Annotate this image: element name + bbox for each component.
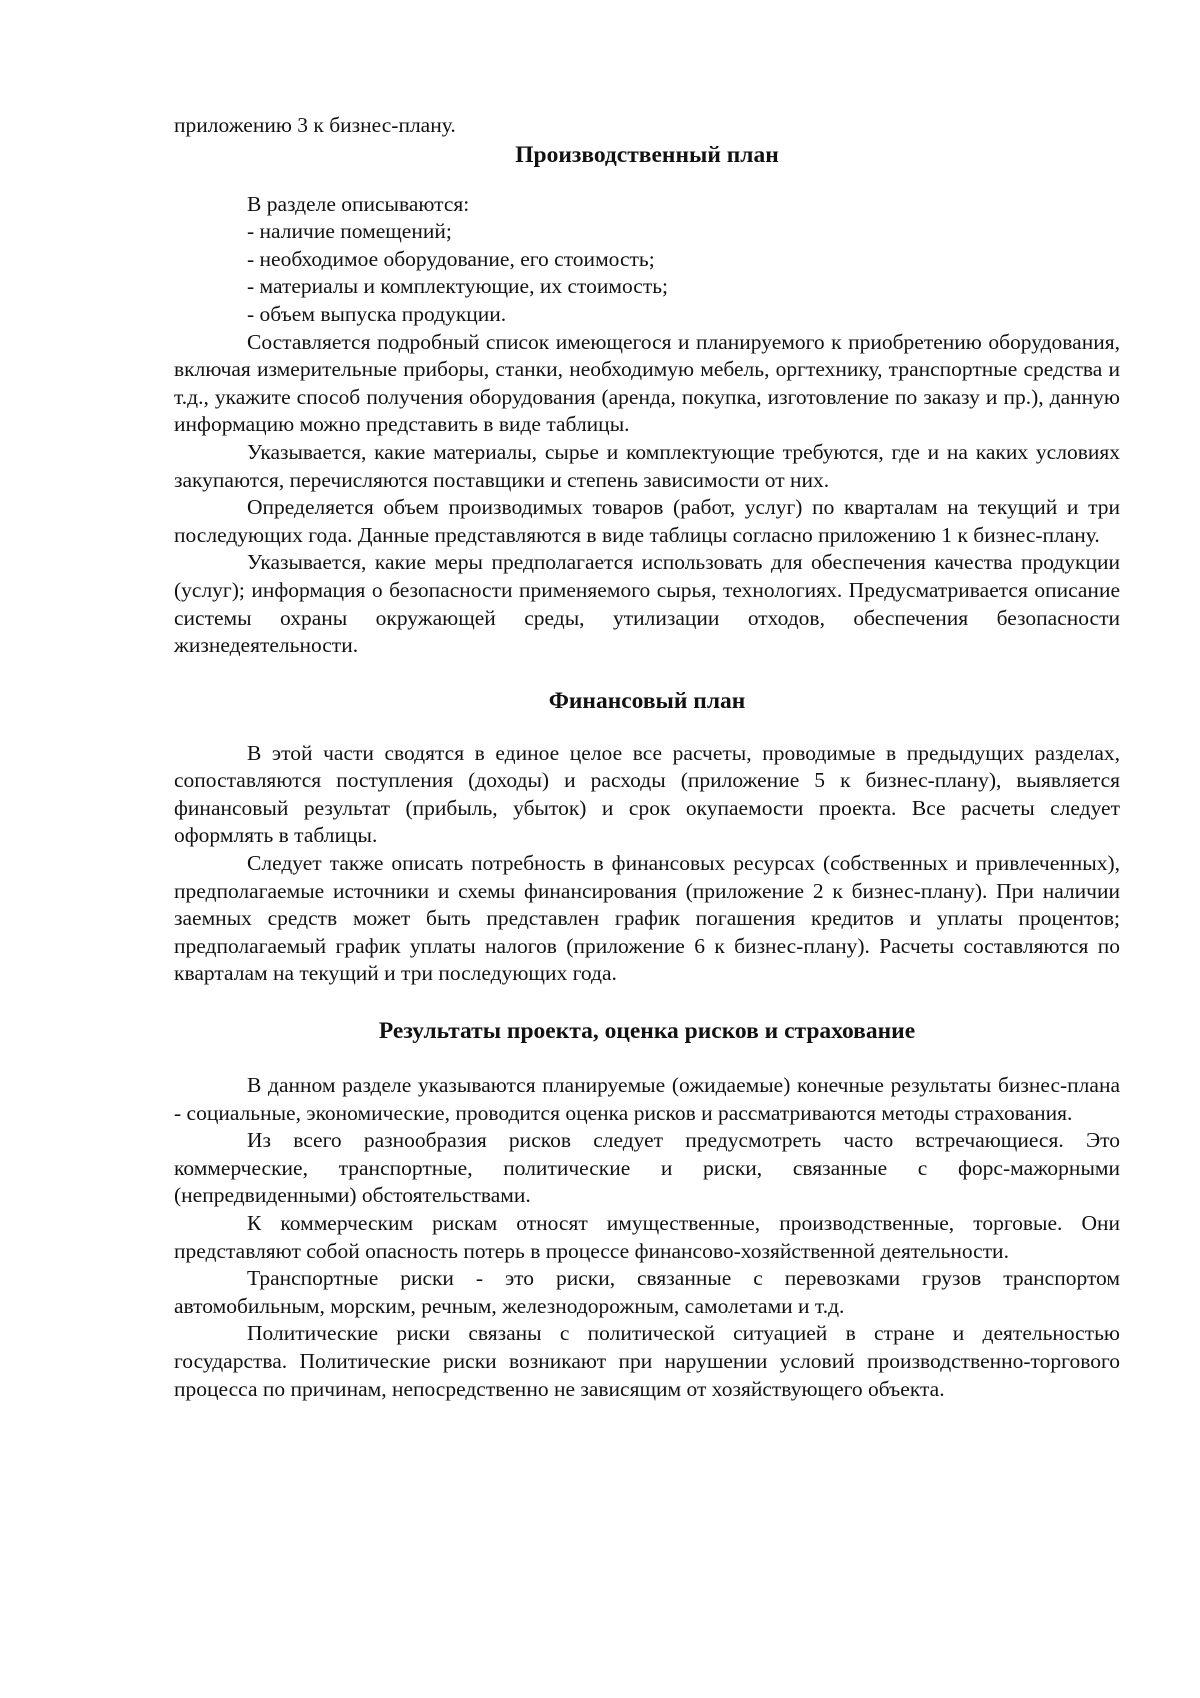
- section-intro: В разделе описываются:: [247, 191, 470, 216]
- paragraph: К коммерческим рискам относят имущественные, производственные, торговые. Они представляют собой опасность потерь в процессе финансово-хозяйственной деятельности.: [174, 1211, 1120, 1263]
- paragraph: Из всего разнообразия рисков следует предусмотреть часто встречающиеся. Это коммерческие, транспортные, политические и риски, связанные с форс-мажорными (непредвиденными) обстоятельствами.: [174, 1128, 1120, 1208]
- paragraph: Следует также описать потребность в финансовых ресурсах (собственных и привлеченных), предполагаемые источники и схемы финансирования (приложение 2 к бизнес-плану). При наличии заемных средств может быть представлен график погашения кредитов и уплаты процентов; предполагаемый график уплаты налогов (приложение 6 к бизнес-плану). Расчеты составляются по кварталам на текущий и три последующих года.: [174, 851, 1120, 986]
- paragraph: В этой части сводятся в единое целое все расчеты, проводимые в предыдущих разделах, сопоставляются поступления (доходы) и расходы (приложение 5 к бизнес-плану), выявляется финансовый результат (прибыль, убыток) и срок окупаемости проекта. Все расчеты следует оформлять в таблицы.: [174, 740, 1120, 848]
- paragraph: Указывается, какие материалы, сырье и комплектующие требуются, где и на каких условиях закупаются, перечисляются поставщики и степень зависимости от них.: [174, 439, 1120, 492]
- paragraph: Определяется объем производимых товаров (работ, услуг) по кварталам на текущий и три последующих года. Данные представляются в виде таблицы согласно приложению 1 к бизнес-плану.: [174, 495, 1120, 547]
- production-requirements-list: [174, 218, 1120, 328]
- paragraph: Указывается, какие меры предполагается использовать для обеспечения качества продукции (услуг); информация о безопасности применяемого сырья, технологиях. Предусматривается описание системы охраны окружающей среды, утилизации отходов, обеспечения безопасности жизнедеятельности.: [174, 550, 1120, 658]
- paragraph: В данном разделе указываются планируемые (ожидаемые) конечные результаты бизнес-плана - социальные, экономические, проводится оценка рисков и рассматриваются методы страхования.: [174, 1073, 1120, 1125]
- section-heading-project-results: Результаты проекта, оценка рисков и страхование: [378, 1018, 916, 1045]
- document-page: [174, 112, 1120, 1403]
- continuation-line: приложению 3 к бизнес-плану.: [174, 113, 456, 137]
- paragraph: Транспортные риски - это риски, связанные с перевозками грузов транспортом автомобильным, морским, речным, железнодорожным, самолетами и т.д.: [174, 1266, 1120, 1318]
- list-item: - объем выпуска продукции.: [247, 301, 507, 326]
- list-item: - наличие помещений;: [247, 219, 452, 244]
- section-heading-production-plan: Производственный план: [515, 141, 779, 168]
- paragraph: Составляется подробный список имеющегося и планируемого к приобретению оборудования, включая измерительные приборы, станки, необходимую мебель, оргтехнику, транспортные средства и т.д., укажите способ получения оборудования (аренда, покупка, изготовление по заказу и пр.), данную информацию можно представить в виде таблицы.: [174, 329, 1120, 437]
- list-item: - материалы и комплектующие, их стоимость;: [247, 274, 669, 299]
- section-heading-financial-plan: Финансовый план: [548, 687, 746, 714]
- paragraph: Политические риски связаны с политической ситуацией в стране и деятельностью государства. Политические риски возникают при нарушении условий производственно-торгового процесса по причинам, непосредственно не зависящим от хозяйствующего объекта.: [174, 1321, 1120, 1401]
- list-item: - необходимое оборудование, его стоимость;: [247, 246, 655, 271]
